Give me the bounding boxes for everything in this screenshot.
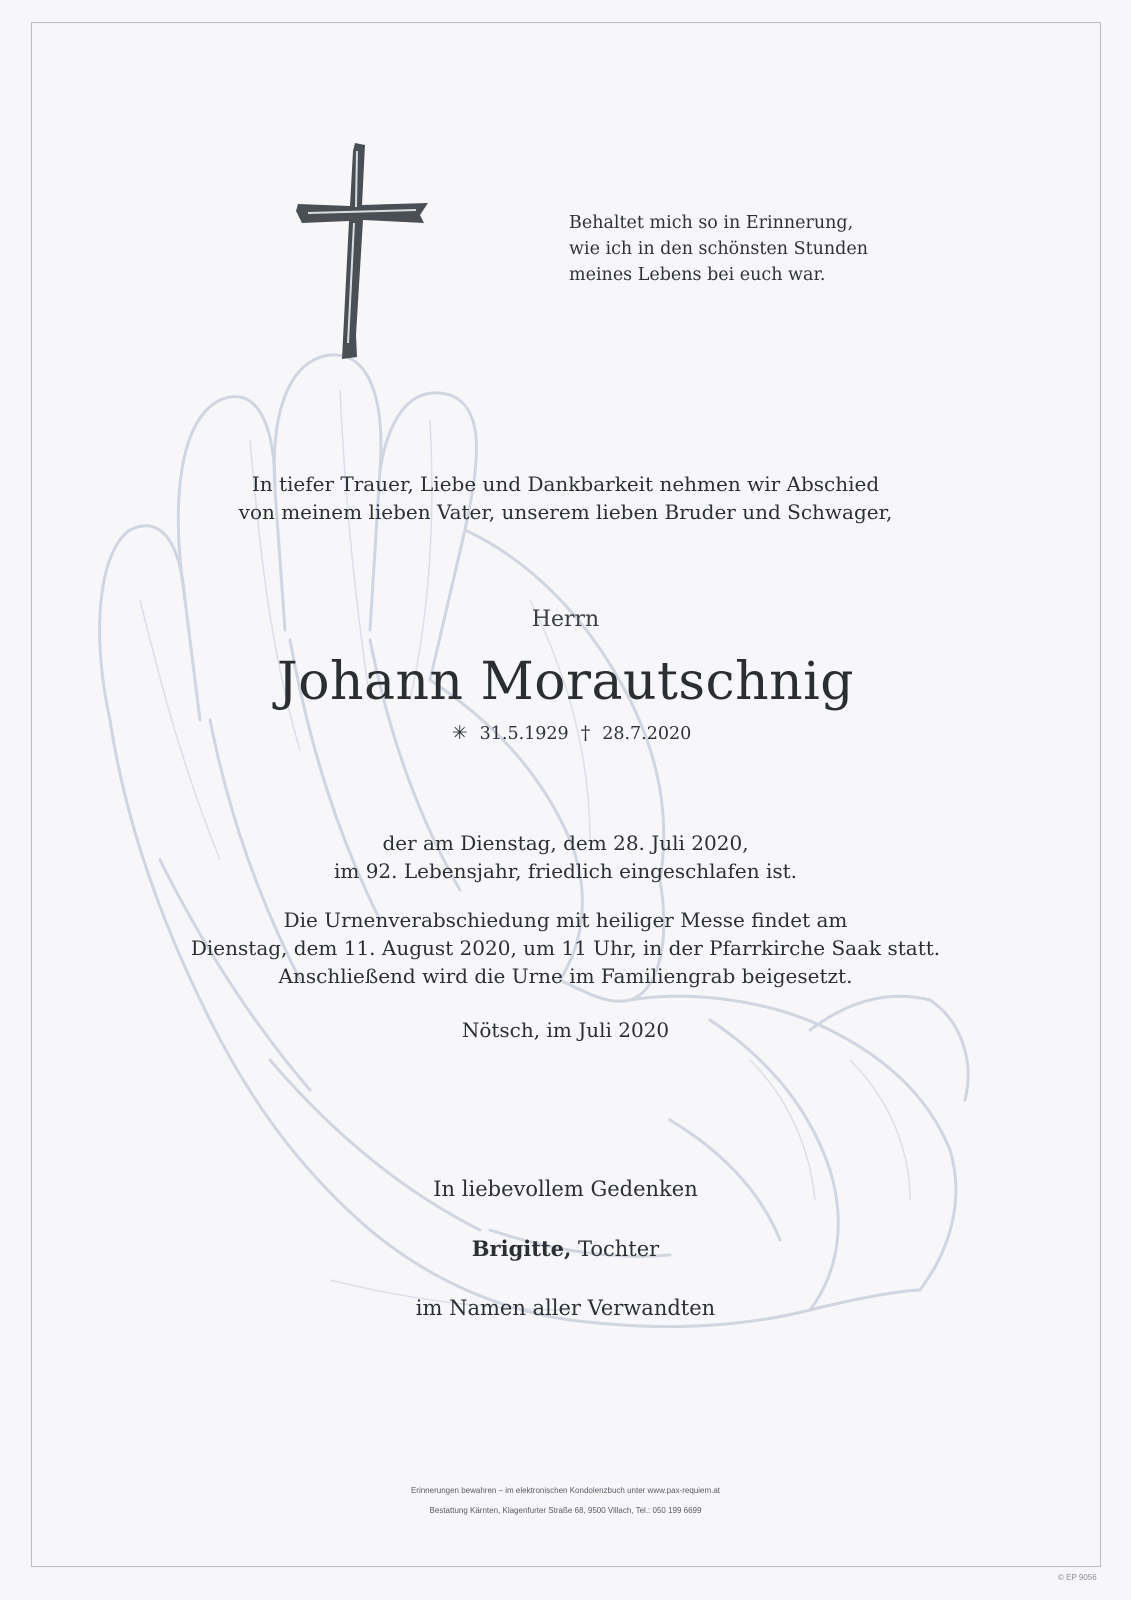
epitaph-line: Behaltet mich so in Erinnerung,	[569, 213, 854, 233]
passing-text	[0, 829, 1131, 885]
funeral-line: Die Urnenverabschiedung mit heiliger Messe findet am	[283, 908, 848, 932]
passing-line: der am Dienstag, dem 28. Juli 2020,	[382, 831, 749, 855]
relatives-line: im Namen aller Verwandten	[415, 1296, 716, 1320]
signer	[0, 1236, 1131, 1261]
intro-line: von meinem lieben Vater, unserem lieben Bruder und Schwager,	[238, 500, 893, 524]
birth-date: 31.5.1929	[479, 724, 569, 744]
epitaph-quote	[569, 210, 868, 288]
place-date: Nötsch, im Juli 2020	[461, 1018, 670, 1042]
template-code: © EP 9056	[1058, 1573, 1097, 1582]
life-dates	[0, 722, 1131, 744]
passing-line: im 92. Lebensjahr, friedlich eingeschlafen ist.	[333, 859, 798, 883]
memory-line: In liebevollem Gedenken	[433, 1177, 698, 1201]
signer-relation: Tochter	[571, 1237, 660, 1261]
epitaph-line: meines Lebens bei euch war.	[569, 265, 826, 285]
intro-line: In tiefer Trauer, Liebe und Dankbarkeit nehmen wir Abschied	[251, 472, 880, 496]
funeral-details	[0, 906, 1131, 990]
footer-condolence-link: Erinnerungen bewahren – im elektronischen Kondolenzbuch unter www.pax-requiem.at	[410, 1486, 721, 1495]
death-cross-icon: †	[580, 722, 591, 744]
intro-text	[0, 470, 1131, 526]
funeral-line: Dienstag, dem 11. August 2020, um 11 Uhr, in der Pfarrkirche Saak statt.	[190, 936, 941, 960]
footer-funeral-home: Bestattung Kärnten, Klagenfurter Straße 68, 9500 Villach, Tel.: 050 199 6699	[429, 1506, 702, 1515]
birth-star-icon: ✳	[451, 722, 468, 744]
death-date: 28.7.2020	[602, 724, 692, 744]
salutation: Herrn	[531, 607, 600, 632]
funeral-line: Anschließend wird die Urne im Familiengrab beigesetzt.	[278, 964, 853, 988]
cross-icon	[296, 143, 434, 365]
deceased-name: Johann Morautschnig	[276, 652, 855, 712]
epitaph-line: wie ich in den schönsten Stunden	[569, 239, 869, 259]
signer-name: Brigitte,	[471, 1236, 572, 1261]
